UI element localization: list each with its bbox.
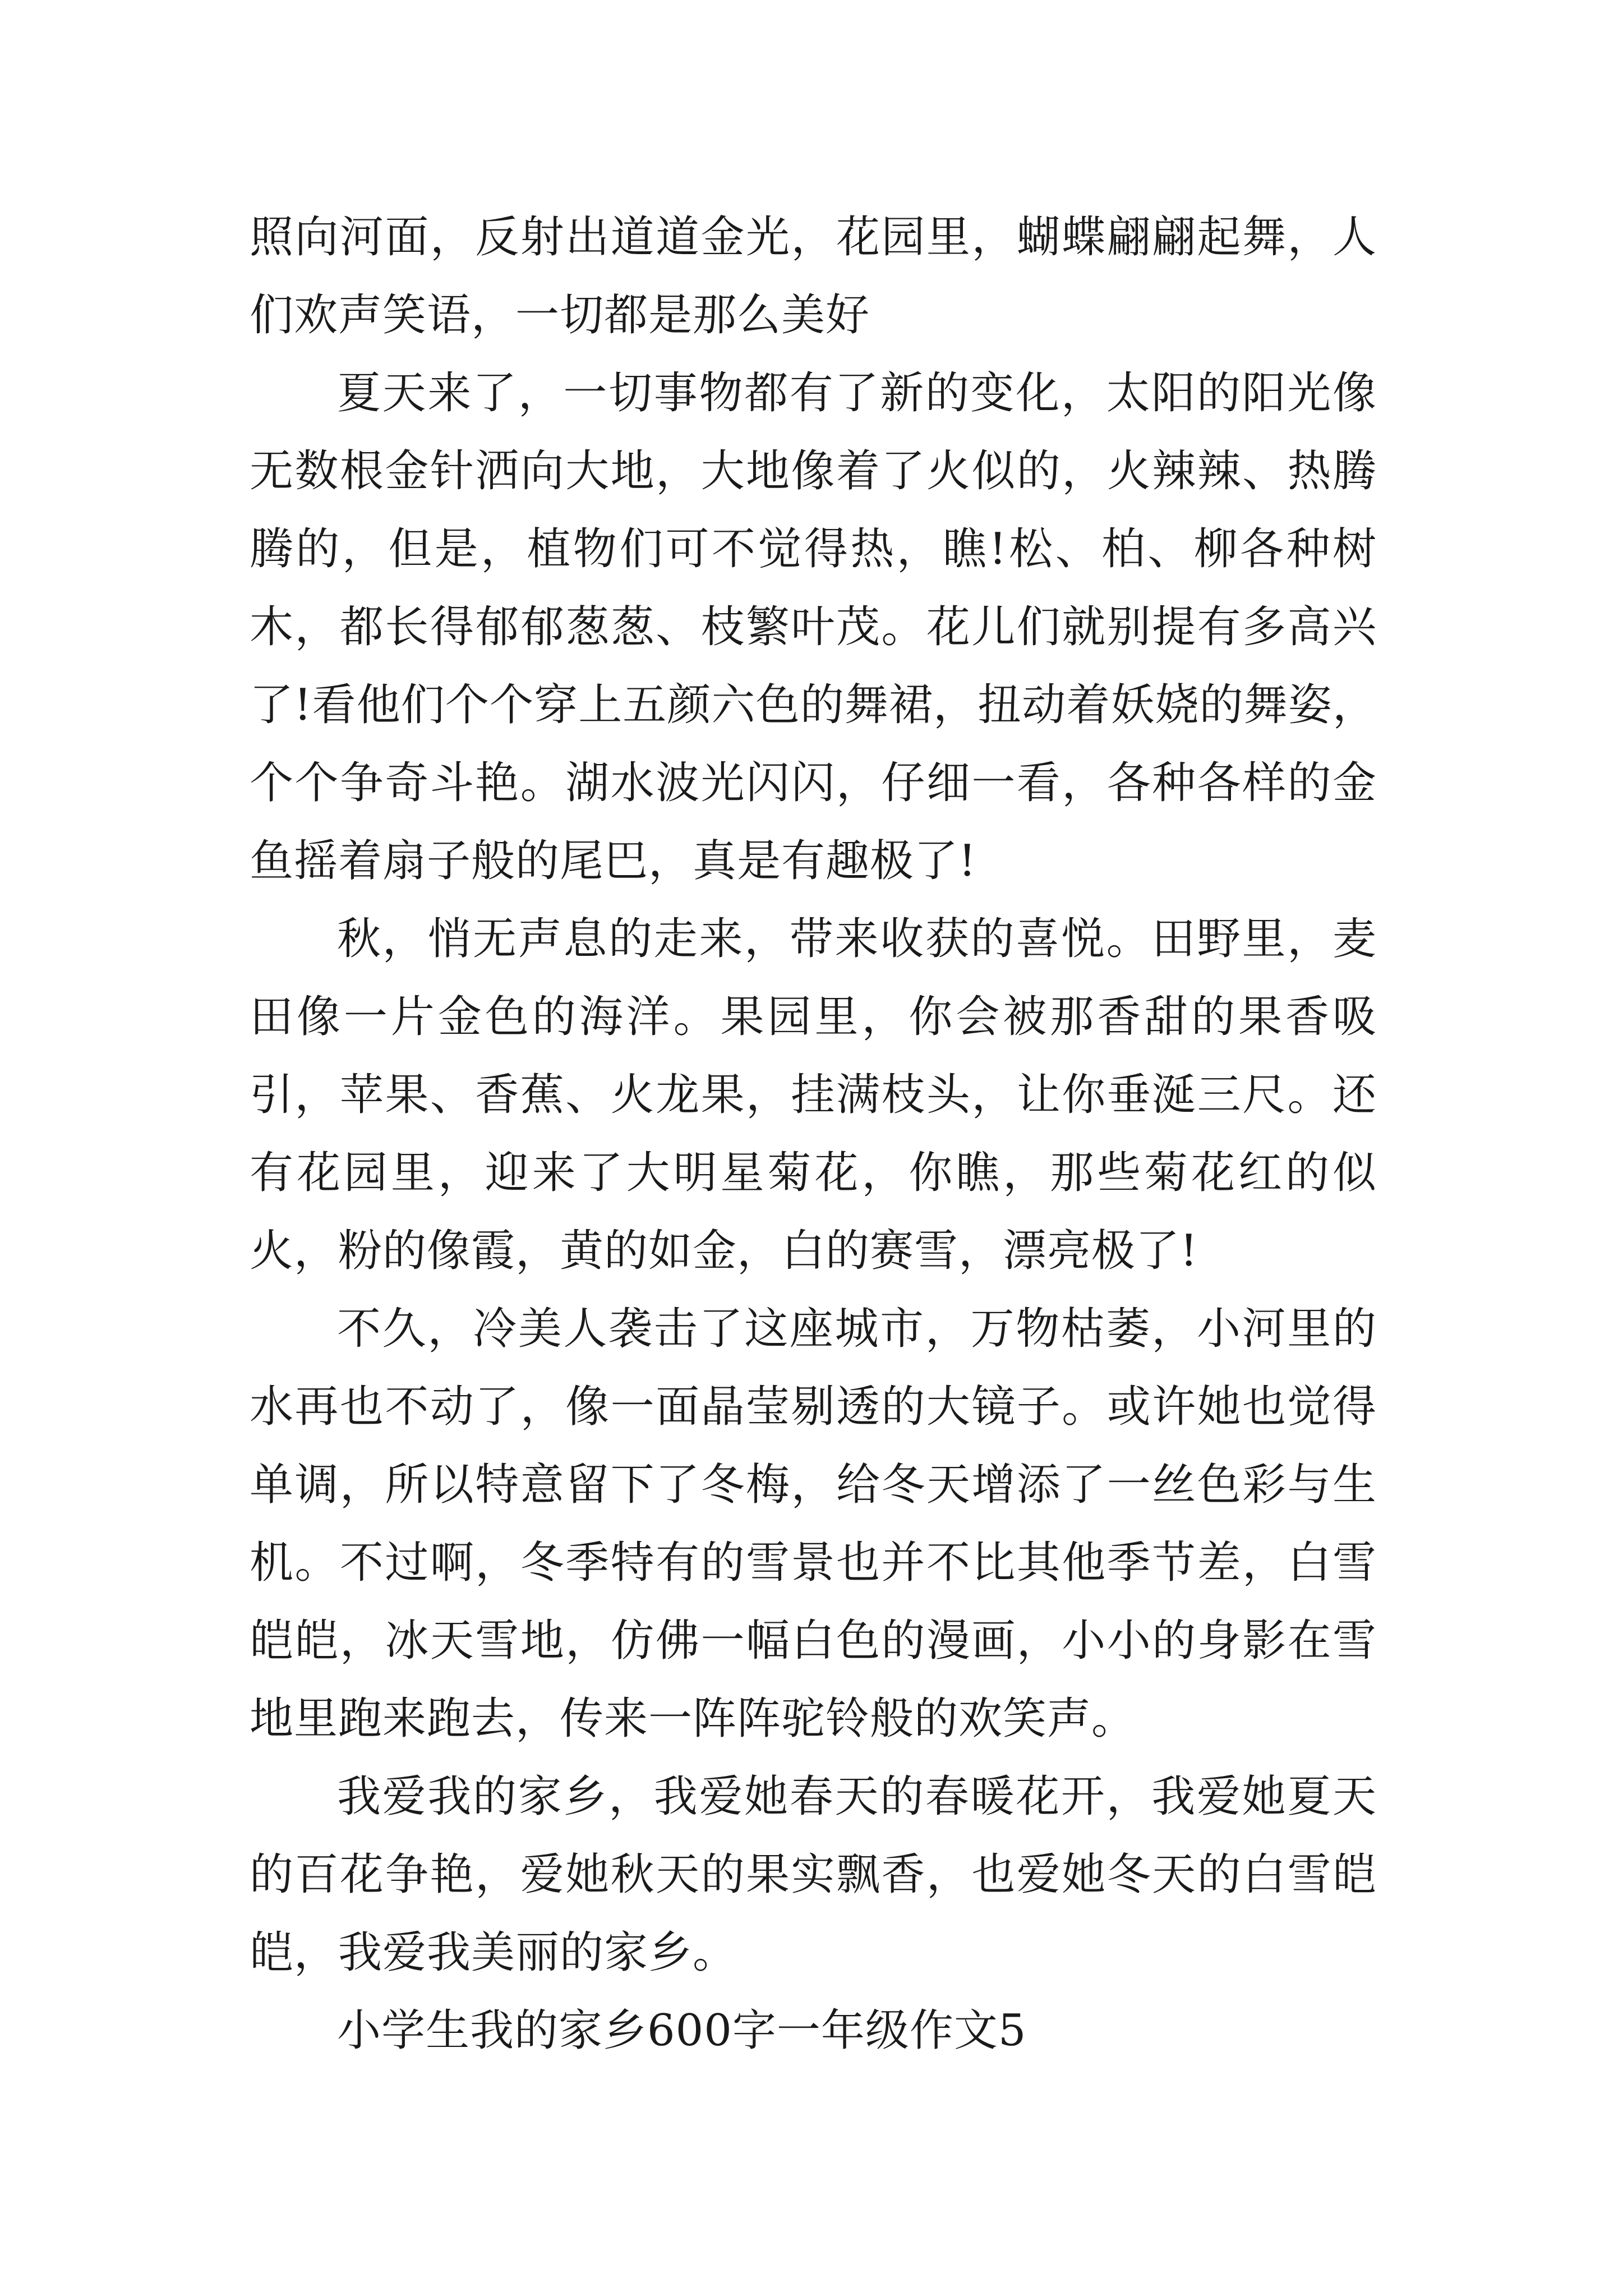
paragraph-continuation: 照向河面，反射出道道金光，花园里，蝴蝶翩翩起舞，人们欢声笑语，一切都是那么美好 bbox=[250, 212, 1377, 341]
paragraph-conclusion: 我爱我的家乡，我爱她春天的春暖花开，我爱她夏天的百花争艳，爱她秋天的果实飘香，也爱她冬天的白雪皑皑，我爱我美丽的家乡。 bbox=[250, 1772, 1377, 1978]
paragraph-winter: 不久，冷美人袭击了这座城市，万物枯萎，小河里的水再也不动了，像一面晶莹剔透的大镜子。或许她也觉得单调，所以特意留下了冬梅，给冬天增添了一丝色彩与生机。不过啊，冬季特有的雪景也并不比其他季节差，白雪皑皑，冰天雪地，仿佛一幅白色的漫画，小小的身影在雪地里跑来跑去，传来一阵阵驼铃般的欢笑声。 bbox=[250, 1304, 1377, 1744]
paragraph-summer: 夏天来了，一切事物都有了新的变化，太阳的阳光像无数根金针洒向大地，大地像着了火似的，火辣辣、热腾腾的，但是，植物们可不觉得热，瞧!松、柏、柳各种树木，都长得郁郁葱葱、枝繁叶茂。花儿们就别提有多高兴了!看他们个个穿上五颜六色的舞裙，扭动着妖娆的舞姿，个个争奇斗艳。湖水波光闪闪，仔细一看，各种各样的金鱼摇着扇子般的尾巴，真是有趣极了! bbox=[250, 368, 1377, 886]
next-essay-heading: 小学生我的家乡600字一年级作文5 bbox=[337, 2005, 1027, 2056]
document-body bbox=[250, 199, 1377, 2070]
paragraph-autumn: 秋，悄无声息的走来，带来收获的喜悦。田野里，麦田像一片金色的海洋。果园里，你会被那香甜的果香吸引，苹果、香蕉、火龙果，挂满枝头，让你垂涎三尺。还有花园里，迎来了大明星菊花，你瞧，那些菊花红的似火，粉的像霞，黄的如金，白的赛雪，漂亮极了! bbox=[250, 914, 1377, 1276]
